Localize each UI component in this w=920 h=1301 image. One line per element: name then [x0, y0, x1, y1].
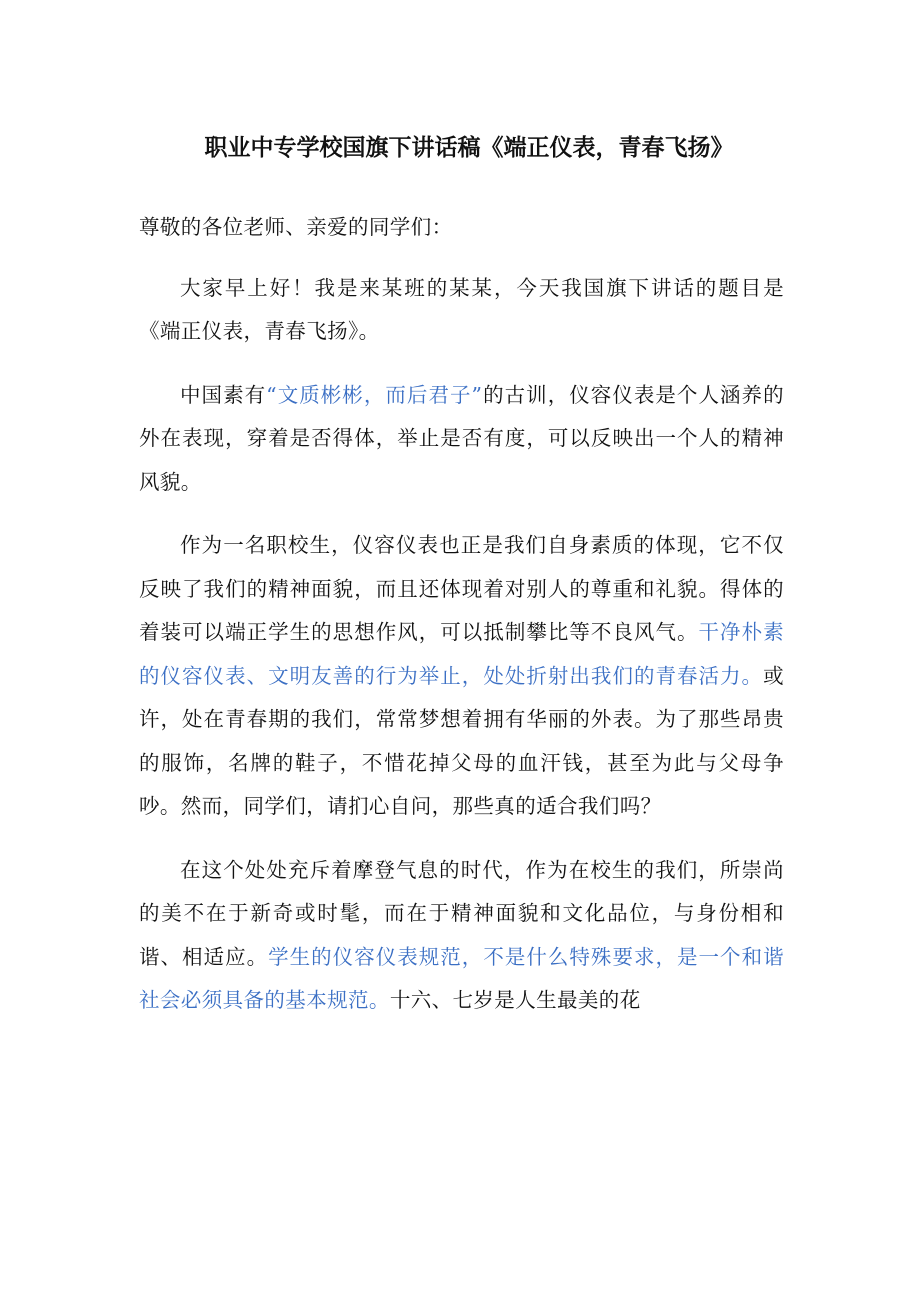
document-title: 职业中专学校国旗下讲话稿《端正仪表，青春飞扬》 [204, 135, 734, 161]
document-body [139, 206, 784, 1043]
paragraph-text: 在这个处处充斥着摩登气息的时代，作为在校生的我们，所崇尚的美不在于新奇或时髦，而在于精神面貌和文化品位，与身份相和谐、相适应。 [139, 857, 784, 969]
paragraph-ancient-saying [139, 374, 784, 505]
paragraph-text: 中国素有 [180, 382, 267, 407]
paragraph-vocational-student [139, 524, 784, 829]
paragraph-text: 大家早上好！我是来某班的某某，今天我国旗下讲话的题目是《端正仪表，青春飞扬》。 [139, 275, 784, 343]
paragraph-text: 十六、七岁是人生最美的花 [389, 988, 641, 1012]
paragraph-text: 作为一名职校生，仪容仪表也正是我们自身素质的体现，它不仅反映了我们的精神面貌，而且还体现着对别人的尊重和礼貌。得体的着装可以端正学生的思想作风，可以抵制攀比等不良风气。 [139, 533, 784, 644]
paragraph-text: 的古训，仪容仪表是个人涵养的外在表现，穿着是否得体，举止是否有度，可以反映出一个人的精神风貌。 [139, 382, 784, 494]
paragraph-modern-era [139, 849, 784, 1023]
highlighted-sentence: 学生的仪容仪表规范，不是什么特殊要求，是一个和谐社会必须具备的基本规范。 [139, 944, 784, 1012]
highlighted-quote: “文质彬彬，而后君子” [266, 382, 483, 407]
salutation: 尊敬的各位老师、亲爱的同学们： [139, 215, 453, 239]
highlighted-sentence: 干净朴素的仪容仪表、文明友善的行为举止，处处折射出我们的青春活力。 [139, 620, 784, 688]
paragraph-text: 或许，处在青春期的我们，常常梦想着拥有华丽的外表。为了那些昂贵的服饰，名牌的鞋子，不惜花掉父母的血汗钱，甚至为此与父母争吵。然而，同学们，请扪心自问，那些真的适合我们吗？ [139, 663, 784, 818]
paragraph-greeting [139, 267, 784, 354]
